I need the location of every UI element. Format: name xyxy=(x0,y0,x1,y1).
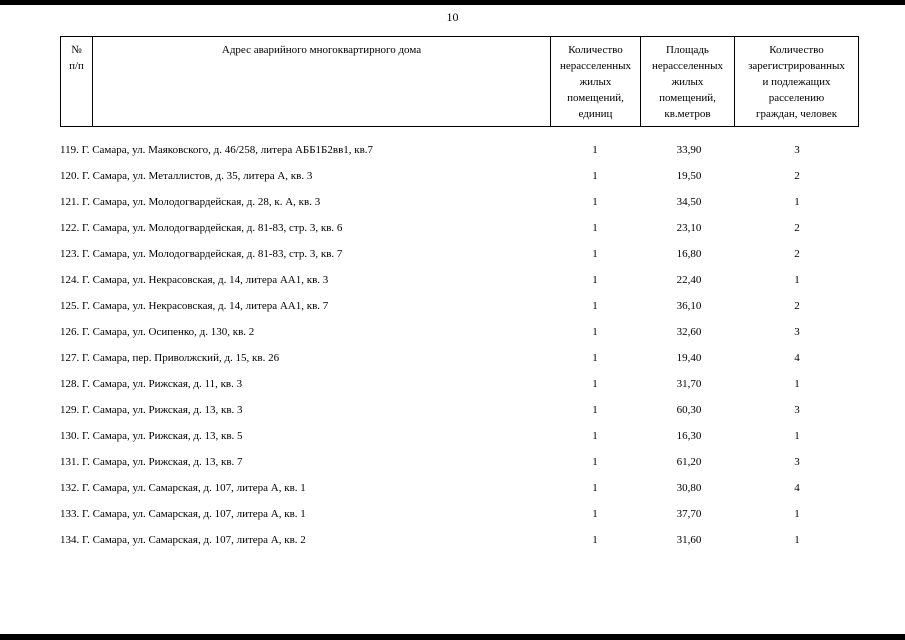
bottom-border-bar xyxy=(0,634,905,640)
unit-count-cell: 1 xyxy=(592,326,598,338)
header-line: Количество xyxy=(568,44,623,56)
area-cell: 30,80 xyxy=(676,482,702,494)
residents-cell: 1 xyxy=(794,430,800,442)
page-number: 10 xyxy=(446,10,459,24)
table-row xyxy=(60,348,858,374)
area-cell: 61,20 xyxy=(676,456,702,468)
header-area xyxy=(641,37,735,127)
residents-cell: 1 xyxy=(794,508,800,520)
header-line: зарегистрированных xyxy=(748,60,845,72)
table-row xyxy=(60,504,858,530)
unit-count-cell: 1 xyxy=(592,144,598,156)
header-address xyxy=(93,37,551,127)
header-line: помещений, xyxy=(659,92,716,104)
area-cell: 31,70 xyxy=(676,378,702,390)
area-cell: 22,40 xyxy=(676,274,702,286)
area-cell: 19,40 xyxy=(676,352,702,364)
residents-cell: 4 xyxy=(794,352,800,364)
unit-count-cell: 1 xyxy=(592,508,598,520)
residents-cell: 1 xyxy=(794,274,800,286)
residents-cell: 2 xyxy=(794,170,800,182)
address-cell: 128. Г. Самара, ул. Рижская, д. 11, кв. 3 xyxy=(60,378,243,390)
header-line: и подлежащих xyxy=(762,76,831,88)
area-cell: 32,60 xyxy=(676,326,702,338)
address-cell: 124. Г. Самара, ул. Некрасовская, д. 14, литера АА1, кв. 3 xyxy=(60,274,329,286)
header-line: Площадь xyxy=(666,44,709,56)
table-row xyxy=(60,166,858,192)
unit-count-cell: 1 xyxy=(592,534,598,546)
header-residents xyxy=(735,37,859,127)
unit-count-cell: 1 xyxy=(592,430,598,442)
table-row xyxy=(60,374,858,400)
header-line: Количество xyxy=(769,44,824,56)
table-row xyxy=(60,244,858,270)
table-row xyxy=(60,296,858,322)
top-border-bar xyxy=(0,0,905,5)
unit-count-cell: 1 xyxy=(592,222,598,234)
area-cell: 19,50 xyxy=(676,170,702,182)
header-unit-count xyxy=(551,37,641,127)
unit-count-cell: 1 xyxy=(592,482,598,494)
area-cell: 23,10 xyxy=(676,222,702,234)
table-row xyxy=(60,218,858,244)
table-row xyxy=(60,426,858,452)
table-row xyxy=(60,478,858,504)
header-line: № xyxy=(71,44,82,56)
unit-count-cell: 1 xyxy=(592,196,598,208)
unit-count-cell: 1 xyxy=(592,404,598,416)
residents-cell: 1 xyxy=(794,534,800,546)
unit-count-cell: 1 xyxy=(592,300,598,312)
residents-cell: 2 xyxy=(794,222,800,234)
table-row xyxy=(60,140,858,166)
address-cell: 119. Г. Самара, ул. Маяковского, д. 46/258, литера АББ1Б2вв1, кв.7 xyxy=(60,144,374,156)
unit-count-cell: 1 xyxy=(592,170,598,182)
address-cell: 133. Г. Самара, ул. Самарская, д. 107, литера А, кв. 1 xyxy=(60,508,306,520)
area-cell: 31,60 xyxy=(676,534,702,546)
address-cell: 132. Г. Самара, ул. Самарская, д. 107, литера А, кв. 1 xyxy=(60,482,306,494)
address-cell: 120. Г. Самара, ул. Металлистов, д. 35, литера А, кв. 3 xyxy=(60,170,313,182)
unit-count-cell: 1 xyxy=(592,352,598,364)
address-cell: 127. Г. Самара, пер. Приволжский, д. 15, кв. 26 xyxy=(60,352,280,364)
unit-count-cell: 1 xyxy=(592,248,598,260)
unit-count-cell: 1 xyxy=(592,274,598,286)
header-number xyxy=(61,37,93,127)
address-cell: 126. Г. Самара, ул. Осипенко, д. 130, кв. 2 xyxy=(60,326,255,338)
table-row xyxy=(60,322,858,348)
header-line: граждан, человек xyxy=(755,108,838,120)
area-cell: 33,90 xyxy=(676,144,702,156)
residents-cell: 2 xyxy=(794,248,800,260)
address-cell: 130. Г. Самара, ул. Рижская, д. 13, кв. 5 xyxy=(60,430,243,442)
unit-count-cell: 1 xyxy=(592,378,598,390)
address-cell: 123. Г. Самара, ул. Молодогвардейская, д. 81-83, стр. 3, кв. 7 xyxy=(60,248,343,260)
table-row xyxy=(60,452,858,478)
area-cell: 34,50 xyxy=(676,196,702,208)
area-cell: 60,30 xyxy=(676,404,702,416)
residents-cell: 3 xyxy=(794,326,800,338)
header-line: п/п xyxy=(69,60,84,72)
residents-cell: 3 xyxy=(794,456,800,468)
table-row xyxy=(60,270,858,296)
table-header xyxy=(60,36,859,127)
residents-cell: 2 xyxy=(794,300,800,312)
residents-cell: 1 xyxy=(794,196,800,208)
address-cell: 121. Г. Самара, ул. Молодогвардейская, д. 28, к. А, кв. 3 xyxy=(60,196,321,208)
unit-count-cell: 1 xyxy=(592,456,598,468)
header-line: единиц xyxy=(578,108,613,120)
header-line: кв.метров xyxy=(664,108,711,120)
residents-cell: 1 xyxy=(794,378,800,390)
area-cell: 36,10 xyxy=(676,300,702,312)
header-line: жилых xyxy=(671,76,704,88)
address-cell: 122. Г. Самара, ул. Молодогвардейская, д. 81-83, стр. 3, кв. 6 xyxy=(60,222,343,234)
residents-cell: 4 xyxy=(794,482,800,494)
table-row xyxy=(60,530,858,556)
area-cell: 16,30 xyxy=(676,430,702,442)
area-cell: 16,80 xyxy=(676,248,702,260)
header-line: жилых xyxy=(579,76,612,88)
header-line: расселению xyxy=(768,92,825,104)
table-row xyxy=(60,400,858,426)
header-line: нерасселенных xyxy=(652,60,723,72)
residents-cell: 3 xyxy=(794,404,800,416)
table-row xyxy=(60,192,858,218)
header-line: нерасселенных xyxy=(560,60,631,72)
address-cell: 125. Г. Самара, ул. Некрасовская, д. 14, литера АА1, кв. 7 xyxy=(60,300,329,312)
header-line: Адрес аварийного многоквартирного дома xyxy=(221,44,422,56)
address-cell: 129. Г. Самара, ул. Рижская, д. 13, кв. 3 xyxy=(60,404,243,416)
address-cell: 131. Г. Самара, ул. Рижская, д. 13, кв. 7 xyxy=(60,456,243,468)
area-cell: 37,70 xyxy=(676,508,702,520)
address-cell: 134. Г. Самара, ул. Самарская, д. 107, литера А, кв. 2 xyxy=(60,534,306,546)
residents-cell: 3 xyxy=(794,144,800,156)
header-line: помещений, xyxy=(567,92,624,104)
